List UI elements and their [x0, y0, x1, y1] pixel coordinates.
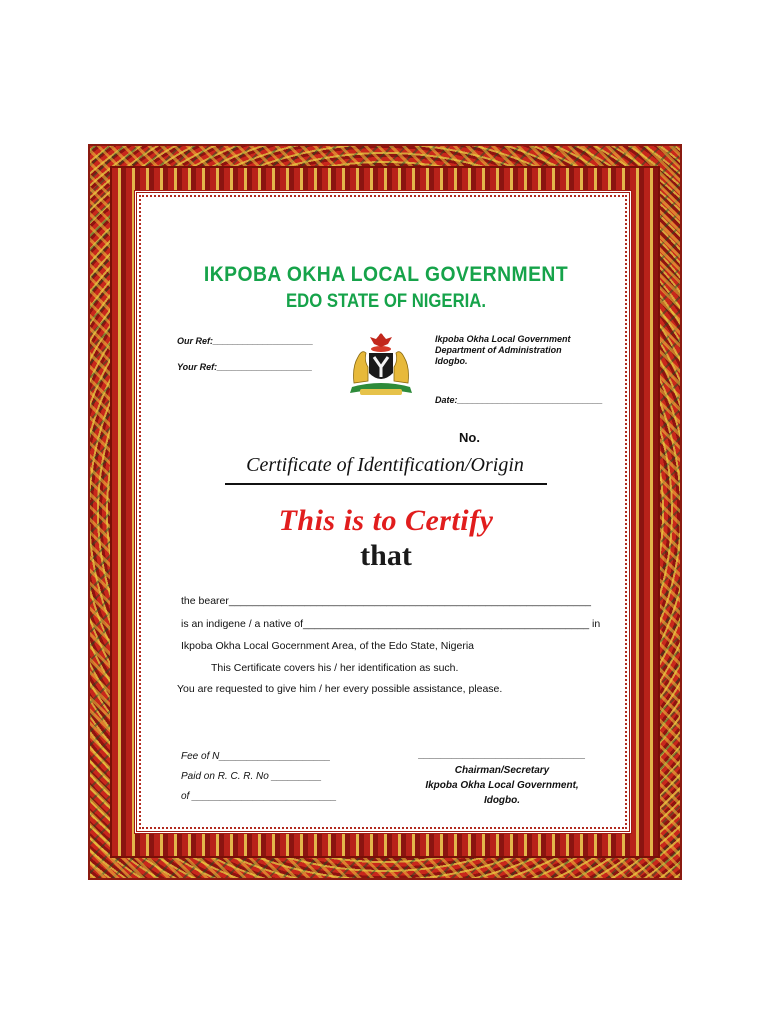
certificate-paper: [134, 190, 632, 834]
signatory-place: Idogbo.: [483, 795, 521, 806]
department-line2: Department of Administration: [435, 345, 562, 355]
title-underline: [225, 483, 547, 485]
department-line3: Idogbo.: [435, 356, 468, 366]
date-field: Date:_____________________________: [435, 395, 603, 405]
department-block: [435, 334, 615, 367]
rcr-field: Paid on R. C. R. No _________: [181, 771, 322, 782]
certificate-number-label: No.: [459, 430, 480, 445]
that-heading: that: [360, 539, 412, 572]
signature-line: ______________________________: [418, 749, 586, 760]
state-title: EDO STATE OF NIGERIA.: [285, 291, 487, 312]
coverage-line: This Certificate covers his / her identification as such.: [211, 662, 459, 674]
native-line: is an indigene / a native of_________________________________________________ in: [181, 618, 601, 630]
of-field: of __________________________: [181, 791, 337, 802]
signatory-org: Ikpoba Okha Local Government,: [425, 780, 579, 791]
department-line1: Ikpoba Okha Local Government: [435, 334, 571, 344]
nigeria-coat-of-arms-icon: [340, 327, 422, 397]
our-ref-field: Our Ref:____________________: [177, 336, 314, 346]
bearer-line: the bearer______________________________________________________________: [181, 595, 591, 607]
certify-heading: This is to Certify: [278, 504, 494, 537]
assistance-line: You are requested to give him / her every possible assistance, please.: [177, 683, 503, 695]
lga-line: Ikpoba Okha Local Gocernment Area, of the Edo State, Nigeria: [181, 640, 475, 652]
ornamental-border: [88, 144, 682, 880]
government-title: IKPOBA OKHA LOCAL GOVERNMENT: [203, 263, 569, 286]
your-ref-field: Your Ref:___________________: [177, 362, 313, 372]
certificate-title: Certificate of Identification/Origin: [246, 454, 524, 476]
fee-field: Fee of N____________________: [181, 751, 331, 762]
signatory-role: Chairman/Secretary: [454, 765, 550, 776]
